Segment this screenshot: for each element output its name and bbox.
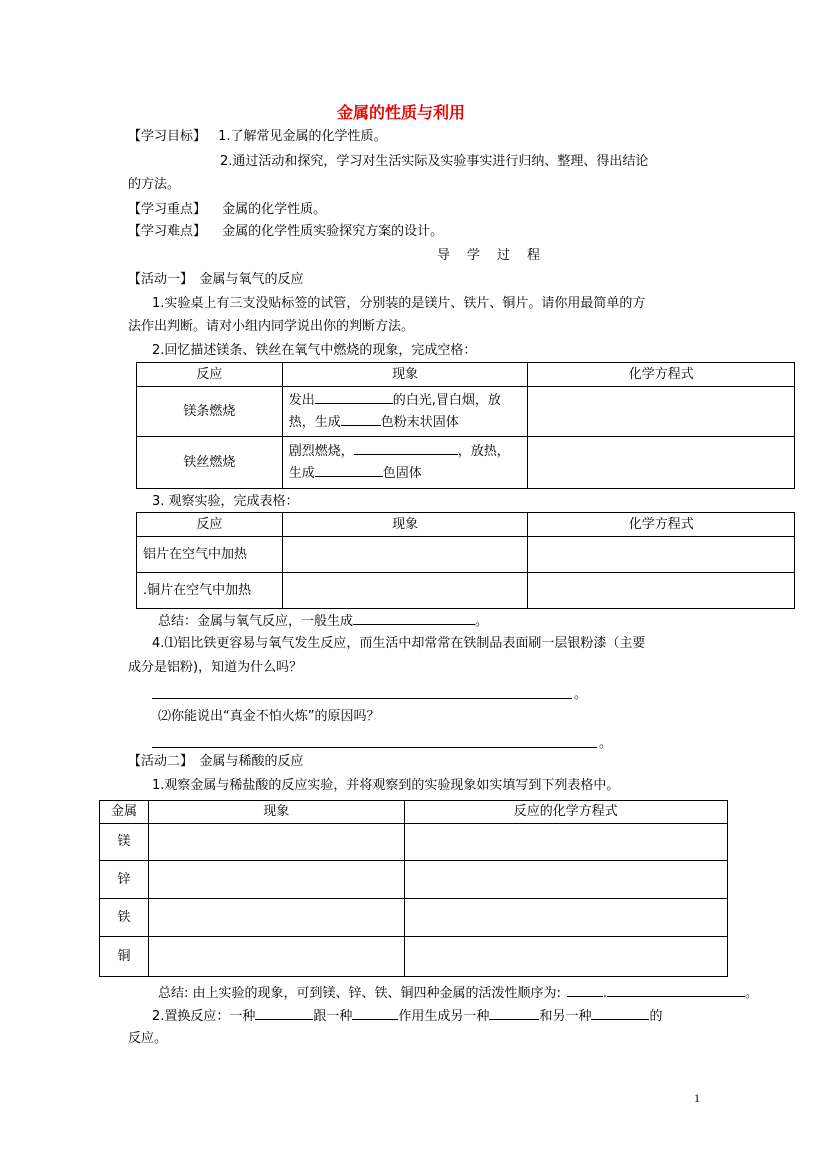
- table2-header-phenomenon: 现象: [282, 513, 528, 537]
- table3-equation-fe[interactable]: [404, 899, 727, 937]
- q4-answer-line1[interactable]: [152, 698, 572, 699]
- q2-blank-4[interactable]: [591, 1006, 649, 1020]
- key-point-text: 金属的化学性质。: [222, 202, 327, 217]
- table2-header-equation: 化学方程式: [528, 513, 795, 537]
- table3-metal-cu: 铜: [100, 937, 149, 977]
- goals-label: 【学习目标】: [128, 129, 207, 144]
- activity1-heading: 【活动一】 金属与氧气的反应: [128, 272, 304, 287]
- q2-text-3: 作用生成另一种: [398, 1009, 490, 1024]
- goals-item2: 2.通过活动和探究，学习对生活实际及实验事实进行归纳、整理、得出结论: [220, 154, 649, 169]
- table1-reaction-mg: 镁条燃烧: [137, 387, 283, 437]
- activity2-q1: 1.观察金属与稀盐酸的反应实验，并将观察到的实验现象如实填写到下列表格中。: [152, 778, 620, 793]
- activity2-q2-line2: 反应。: [128, 1031, 168, 1046]
- activity1-q3: 3. 观察实验，完成表格：: [152, 494, 299, 509]
- activity2-q2: [152, 1006, 662, 1026]
- table3-phenomenon-cu[interactable]: [148, 937, 404, 977]
- table2-phenomenon-al[interactable]: [282, 537, 528, 573]
- mg-text-3: 热，生成: [288, 414, 341, 430]
- goals-line1: [128, 128, 387, 146]
- goals-item1: 1.了解常见金属的化学性质。: [218, 129, 387, 144]
- fe-blank-1[interactable]: [354, 441, 458, 455]
- page-title: 金属的性质与利用: [337, 103, 466, 122]
- table3-metal-fe: 铁: [100, 899, 149, 937]
- q2-text-4: 和另一种: [539, 1009, 592, 1024]
- table2-reaction-al: 铝片在空气中加热: [137, 537, 283, 573]
- mg-text-1: 发出: [288, 392, 315, 408]
- table1-header-equation: 化学方程式: [528, 363, 795, 387]
- q2-blank-1[interactable]: [255, 1006, 313, 1020]
- activity1-q1-line1: 1.实验桌上有三支没贴标签的试管，分别装的是镁片、铁片、铜片。请你用最简单的方: [152, 296, 646, 311]
- table3-equation-zn[interactable]: [404, 861, 727, 899]
- activity1-q1-line2: 法作出判断。请对小组内同学说出你的判断方法。: [128, 319, 415, 334]
- difficulty: [128, 223, 443, 241]
- mg-text-4: 色粉末状固体: [380, 414, 459, 430]
- activity1-q4-line2: 成分是铝粉)，知道为什么吗？: [128, 660, 303, 675]
- table2-reaction-cu: .铜片在空气中加热: [137, 573, 283, 609]
- table1-reaction-fe: 铁丝燃烧: [137, 437, 283, 489]
- difficulty-text: 金属的化学性质实验探究方案的设计。: [222, 224, 444, 239]
- mg-text-2: 的白光,冒白烟，放: [392, 392, 501, 408]
- table3-equation-cu[interactable]: [404, 937, 727, 977]
- q2-text-5: 的: [649, 1009, 663, 1024]
- q2-text-1: 2.置换反应：一种: [152, 1009, 256, 1024]
- table2-header-reaction: 反应: [137, 513, 283, 537]
- difficulty-label: 【学习难点】: [128, 224, 207, 239]
- heating-table: [136, 512, 795, 609]
- activity1-summary: [158, 611, 488, 631]
- summary-blank[interactable]: [353, 611, 475, 625]
- table3-metal-mg: 镁: [100, 824, 149, 861]
- table1-phenomenon-mg: [282, 387, 528, 437]
- q4-answer-line2[interactable]: [152, 747, 597, 748]
- fe-blank-2[interactable]: [315, 463, 383, 477]
- table1-header-phenomenon: 现象: [282, 363, 528, 387]
- q4-period1: 。: [574, 687, 588, 702]
- summary-prefix: 总结：金属与氧气反应，一般生成: [158, 614, 354, 629]
- table1-header-reaction: 反应: [137, 363, 283, 387]
- mg-blank-2[interactable]: [341, 412, 381, 426]
- page-number: 1: [694, 1091, 700, 1105]
- q2-blank-2[interactable]: [352, 1006, 398, 1020]
- process-heading: 导 学 过 程: [437, 248, 543, 263]
- key-point-label: 【学习重点】: [128, 202, 207, 217]
- key-point: [128, 201, 326, 219]
- q4-period2: 。: [599, 736, 613, 751]
- table3-phenomenon-zn[interactable]: [148, 861, 404, 899]
- table2-equation-cu[interactable]: [528, 573, 795, 609]
- table1-equation-fe[interactable]: [528, 437, 795, 489]
- activity1-q2: 2.回忆描述镁条、铁丝在氧气中燃烧的现象，完成空格：: [152, 343, 477, 358]
- table1-equation-mg[interactable]: [528, 387, 795, 437]
- activity1-q4-sub: ⑵你能说出“真金不怕火炼”的原因吗？: [158, 709, 380, 724]
- table3-header-equation: 反应的化学方程式: [404, 801, 727, 824]
- summary-suffix: 。: [475, 614, 489, 629]
- activity2-summary: [158, 983, 758, 1003]
- fe-text-4: 色固体: [382, 465, 422, 481]
- combustion-table: [136, 362, 795, 489]
- activity2-heading: 【活动二】 金属与稀酸的反应: [128, 754, 304, 769]
- acid-table: [99, 800, 728, 977]
- goals-item2-cont: 的方法。: [128, 177, 181, 192]
- fe-text-3: 生成: [288, 465, 315, 481]
- table2-equation-al[interactable]: [528, 537, 795, 573]
- table3-header-phenomenon: 现象: [148, 801, 404, 824]
- fe-text-2: ，放热，: [457, 443, 510, 459]
- table3-phenomenon-mg[interactable]: [148, 824, 404, 861]
- order-blank-1[interactable]: [567, 983, 603, 997]
- order-end: 。: [745, 986, 759, 1001]
- activity2-summary-text: 总结: 由上实验的现象，可到镁、锌、铁、铜四种金属的活泼性顺序为:: [158, 986, 561, 1001]
- fe-text-1: 剧烈燃烧，: [288, 443, 354, 459]
- q2-blank-3[interactable]: [489, 1006, 539, 1020]
- mg-blank-1[interactable]: [315, 390, 393, 404]
- table3-phenomenon-fe[interactable]: [148, 899, 404, 937]
- order-blank-2[interactable]: [607, 983, 745, 997]
- table2-phenomenon-cu[interactable]: [282, 573, 528, 609]
- table1-phenomenon-fe: [282, 437, 528, 489]
- table3-metal-zn: 锌: [100, 861, 149, 899]
- activity1-q4-line1: 4.⑴铝比铁更容易与氧气发生反应，而生活中却常常在铁制品表面刷一层银粉漆（主要: [152, 636, 646, 651]
- table3-header-metal: 金属: [100, 801, 149, 824]
- order-dot: .: [602, 986, 608, 1001]
- q2-text-2: 跟一种: [313, 1009, 353, 1024]
- table3-equation-mg[interactable]: [404, 824, 727, 861]
